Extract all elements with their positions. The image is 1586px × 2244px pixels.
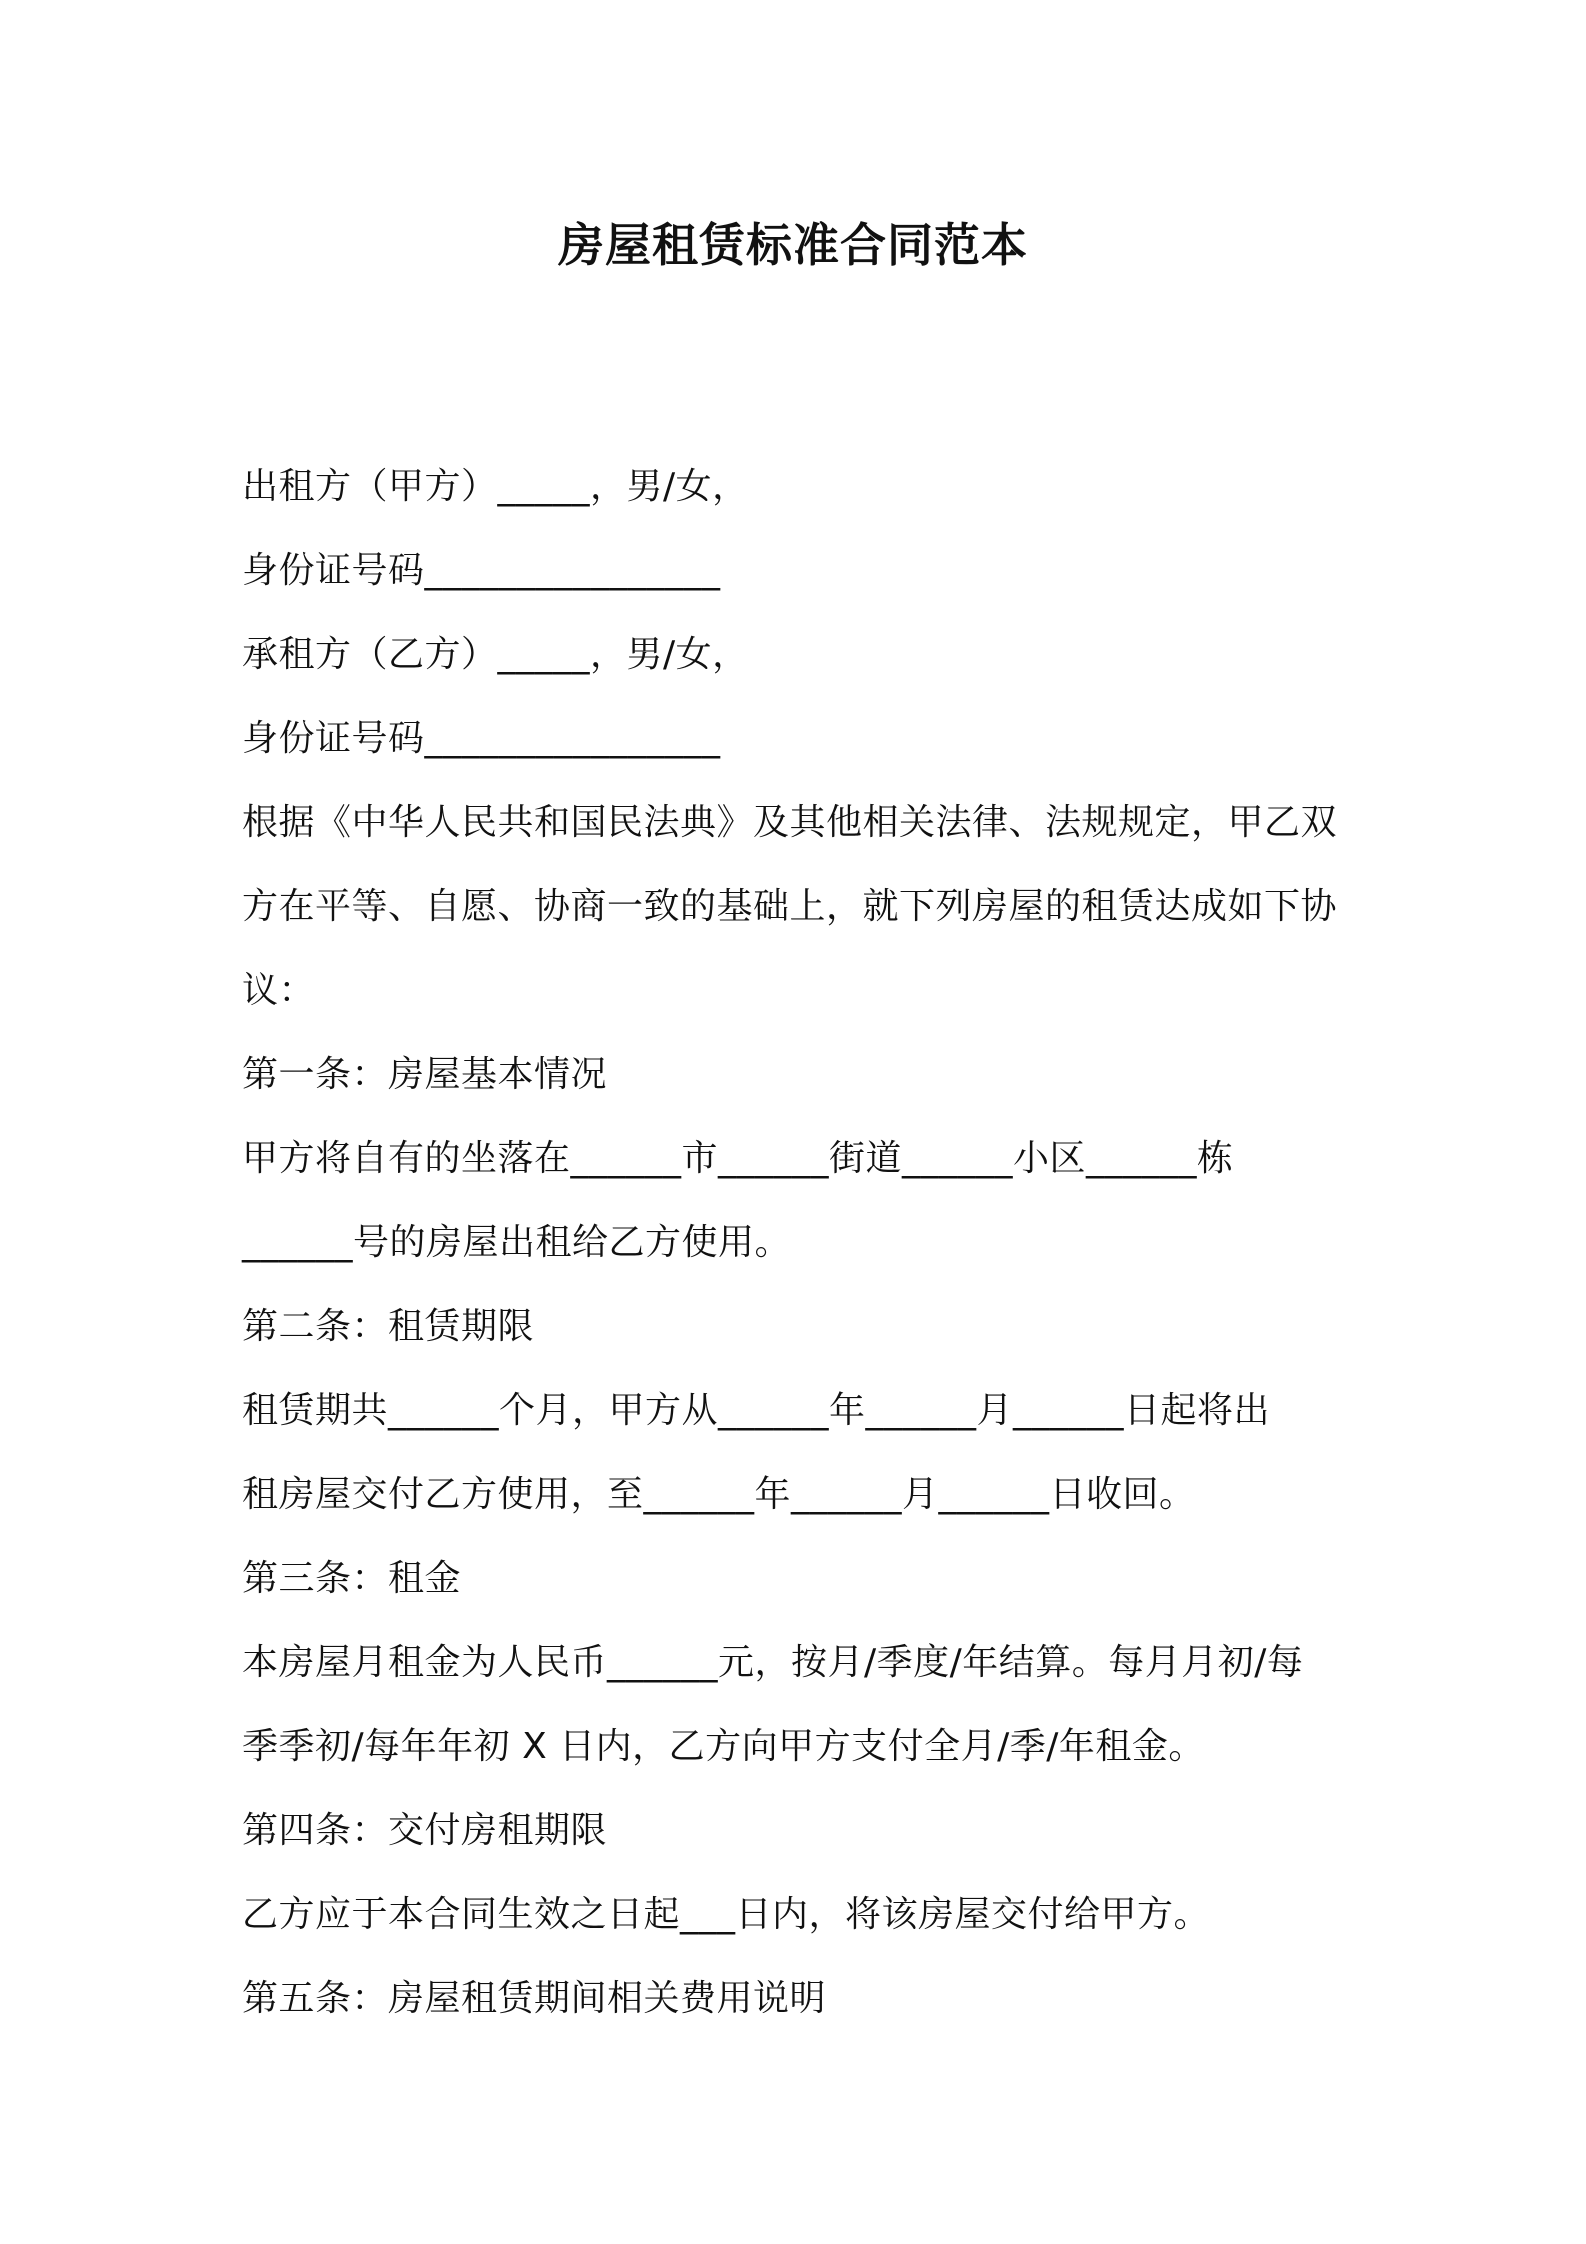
article-4-text-1: 乙方应于本合同生效之日起___日内，将该房屋交付给甲方。 — [242, 1894, 1211, 1935]
article-3-heading: 第三条：租金 — [242, 1558, 462, 1599]
article-3-text-2: 季季初/每年年初 X 日内，乙方向甲方支付全月/季/年租金。 — [242, 1726, 1205, 1767]
lessor-line: 出租方（甲方）_____，男/女， — [242, 466, 749, 507]
preamble-line-2: 方在平等、自愿、协商一致的基础上，就下列房屋的租赁达成如下协 — [242, 886, 1338, 927]
document-title: 房屋租赁标准合同范本 — [558, 218, 1028, 272]
document-body — [242, 445, 1362, 2041]
preamble-line-1: 根据《中华人民共和国民法典》及其他相关法律、法规规定，甲乙双 — [242, 802, 1338, 843]
article-5-heading: 第五条：房屋租赁期间相关费用说明 — [242, 1978, 827, 2019]
article-1-text-1: 甲方将自有的坐落在______市______街道______小区______栋 — [242, 1138, 1234, 1179]
article-1-heading: 第一条：房屋基本情况 — [242, 1054, 608, 1095]
article-2-text-2: 租房屋交付乙方使用，至______年______月______日收回。 — [242, 1474, 1196, 1515]
preamble-line-3: 议： — [242, 970, 316, 1011]
article-3-text-1: 本房屋月租金为人民币______元，按月/季度/年结算。每月月初/每 — [242, 1642, 1304, 1683]
article-4-heading: 第四条：交付房租期限 — [242, 1810, 608, 1851]
article-1-text-2: ______号的房屋出租给乙方使用。 — [242, 1222, 792, 1263]
article-2-heading: 第二条：租赁期限 — [242, 1306, 535, 1347]
lessee-line: 承租方（乙方）_____，男/女， — [242, 634, 749, 675]
lessor-id-line: 身份证号码________________ — [242, 550, 721, 591]
lessee-id-line: 身份证号码________________ — [242, 718, 721, 759]
article-2-text-1: 租赁期共______个月，甲方从______年______月______日起将出 — [242, 1390, 1271, 1431]
